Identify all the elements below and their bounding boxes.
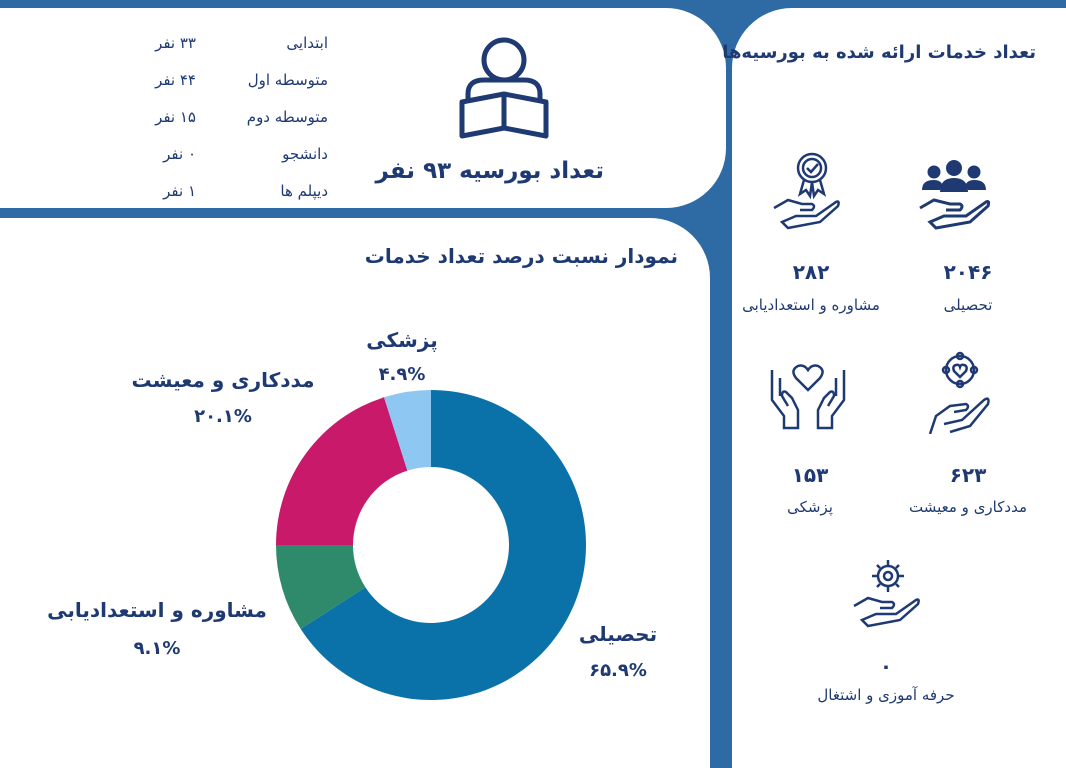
grade-name: متوسطه دوم — [246, 108, 328, 126]
service-value: ۰ — [879, 654, 893, 678]
slice-value-counseling: ۹.۱% — [133, 638, 181, 659]
slice-welfare — [276, 397, 407, 545]
chart-title: نمودار نسبت درصد تعداد خدمات — [364, 244, 678, 268]
grade-count: ۱ نفر — [163, 182, 196, 200]
slice-value-medical: ۴.۹% — [378, 364, 426, 385]
service-value: ۲۸۲ — [792, 260, 830, 284]
grade-count: ۴۴ نفر — [155, 71, 196, 89]
helping-hand-people-icon — [916, 156, 992, 232]
services-title: تعداد خدمات ارائه شده به بورسیه‌ها — [722, 42, 1036, 63]
services-card — [722, 8, 1066, 768]
service-value: ۲۰۴۶ — [943, 260, 993, 284]
reading-person-icon — [454, 32, 554, 144]
grade-count: ۳۳ نفر — [155, 34, 196, 52]
chart-card — [0, 218, 710, 768]
service-label: تحصیلی — [943, 296, 993, 314]
service-value: ۶۲۳ — [949, 463, 987, 487]
slice-value-education: ۶۵.۹% — [589, 660, 647, 681]
grade-name: دیپلم ها — [280, 182, 328, 200]
service-label: حرفه آموزی و اشتغال — [817, 686, 955, 704]
scholars-card — [0, 8, 726, 208]
donut-chart — [0, 218, 710, 768]
hands-heart-icon — [768, 360, 848, 432]
service-label: پزشکی — [787, 498, 833, 516]
grade-count: ۰ نفر — [163, 145, 196, 163]
service-value: ۱۵۳ — [791, 463, 829, 487]
grade-name: ابتدایی — [286, 34, 328, 52]
grade-name: متوسطه اول — [247, 71, 328, 89]
slice-value-welfare: ۲۰.۱% — [194, 406, 252, 427]
slice-label-education: تحصیلی — [578, 622, 658, 646]
grade-name: دانشجو — [282, 145, 328, 163]
service-label: مشاوره و استعدادیابی — [742, 296, 880, 314]
scholars-title: تعداد بورسیه ۹۳ نفر — [375, 158, 604, 184]
slice-label-counseling: مشاوره و استعدادیابی — [47, 598, 267, 622]
gear-hand-icon — [850, 556, 926, 630]
heart-hand-icon — [920, 350, 996, 434]
service-label: مددکاری و معیشت — [909, 498, 1027, 516]
award-hand-icon — [770, 150, 846, 230]
slice-label-welfare: مددکاری و معیشت — [131, 368, 315, 392]
grade-count: ۱۵ نفر — [155, 108, 196, 126]
slice-label-medical: پزشکی — [366, 328, 438, 352]
